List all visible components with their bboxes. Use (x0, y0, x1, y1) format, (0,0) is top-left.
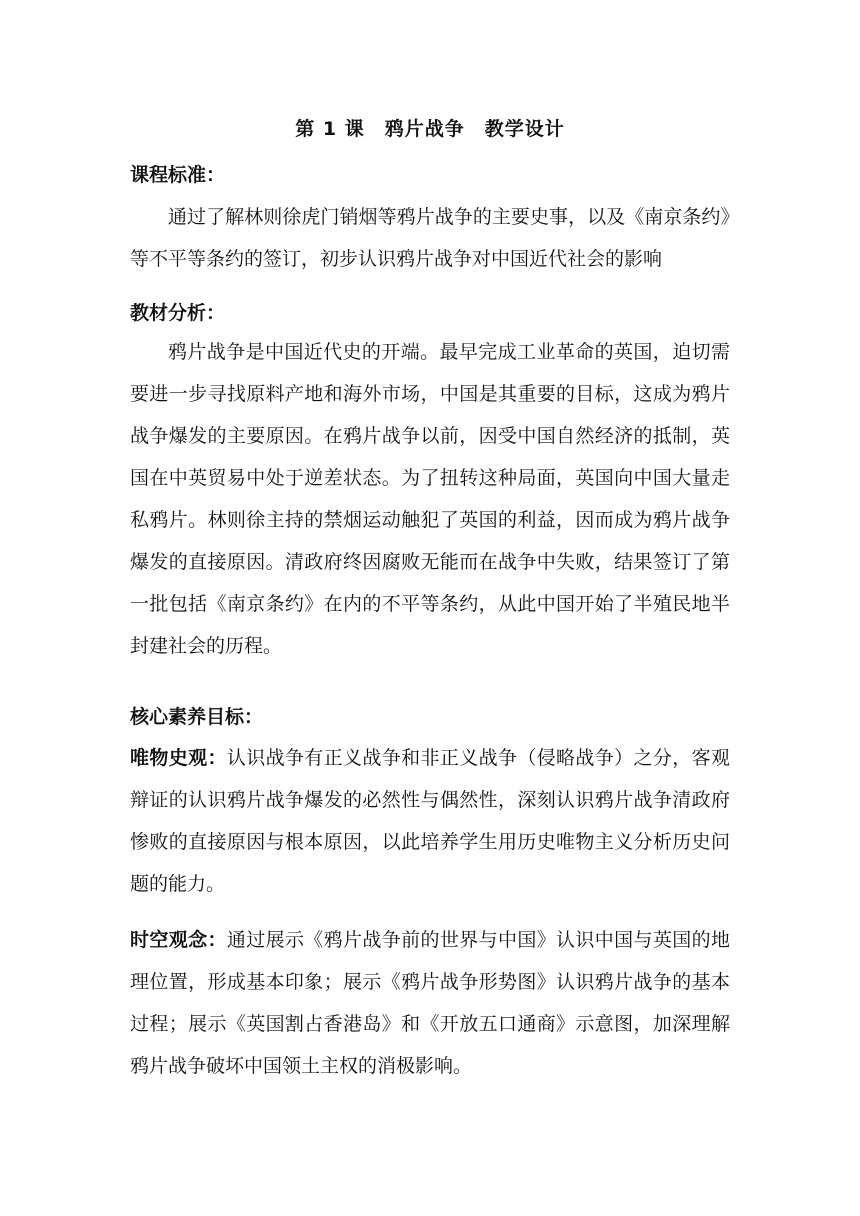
text-space-time: 通过展示《鸦片战争前的世界与中国》认识中国与英国的地理位置，形成基本印象；展示《鸦片战争形势图》认识鸦片战争的基本过程；展示《英国割占香港岛》和《开放五口通商》示意图，加深理解鸦片战争破坏中国领土主权的消极影响。 (130, 929, 730, 1077)
heading-textbook-analysis: 教材分析： (130, 302, 226, 324)
label-space-time: 时空观念： (130, 929, 227, 951)
paragraph-course-standard: 通过了解林则徐虎门销烟等鸦片战争的主要史事，以及《南京条约》等不平等条约的签订，初步认识鸦片战争对中国近代社会的影响 (130, 206, 730, 270)
label-historical-materialism: 唯物史观： (130, 747, 227, 769)
text-historical-materialism: 认识战争有正义战争和非正义战争（侵略战争）之分，客观辩证的认识鸦片战争爆发的必然性与偶然性，深刻认识鸦片战争清政府惨败的直接原因与根本原因，以此培养学生用历史唯物主义分析历史问题的能力。 (130, 747, 730, 895)
heading-course-standard: 课程标准： (130, 164, 226, 186)
heading-core-goals: 核心素养目标： (130, 706, 264, 728)
paragraph-space-time (130, 919, 730, 1087)
page-title: 第 1 课 鸦片战争 教学设计 (295, 118, 565, 140)
paragraph-historical-materialism (130, 737, 730, 905)
paragraph-textbook-analysis: 鸦片战争是中国近代史的开端。最早完成工业革命的英国，迫切需要进一步寻找原料产地和海外市场，中国是其重要的目标，这成为鸦片战争爆发的主要原因。在鸦片战争以前，因受中国自然经济的抵制，英国在中英贸易中处于逆差状态。为了扭转这种局面，英国向中国大量走私鸦片。林则徐主持的禁烟运动触犯了英国的利益，因而成为鸦片战争爆发的直接原因。清政府终因腐败无能而在战争中失败，结果签订了第一批包括《南京条约》在内的不平等条约，从此中国开始了半殖民地半封建社会的历程。 (130, 341, 730, 657)
